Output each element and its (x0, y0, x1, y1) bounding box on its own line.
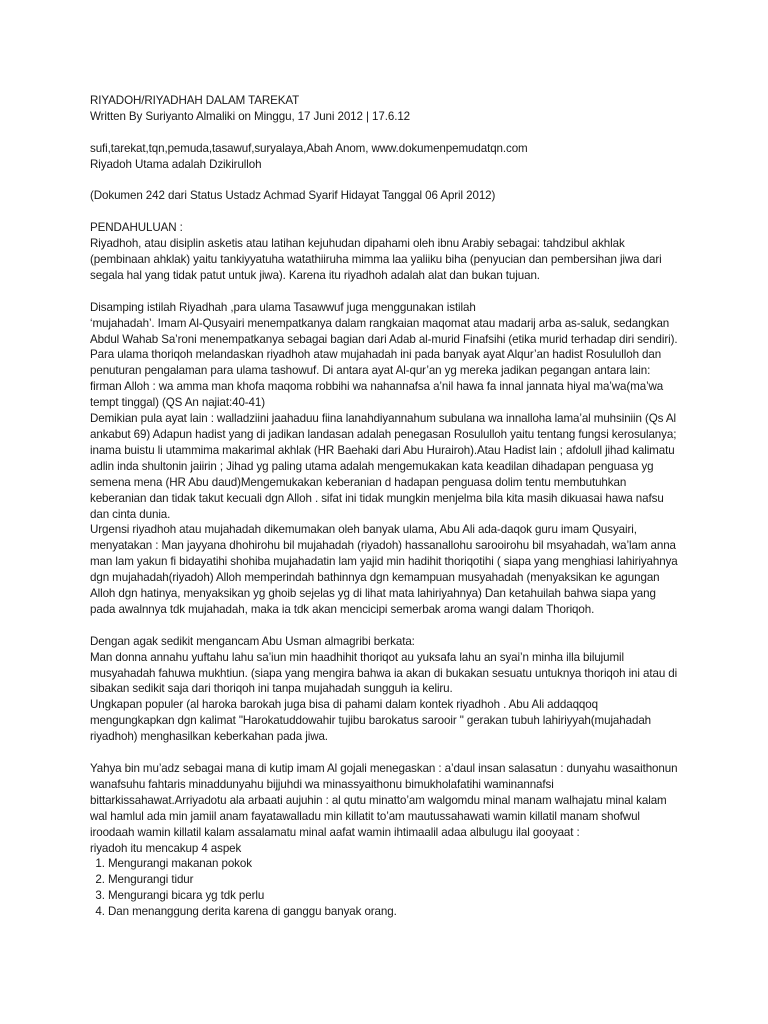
document-tags: sufi,tarekat,tqn,pemuda,tasawuf,suryalaya,Abah Anom, www.dokumenpemudatqn.com (90, 141, 528, 155)
paragraph-demikian: Demikian pula ayat lain : walladziini jaahaduu fiina lanahdiyannahum subulana wa innalloha lama’al muhsiniin (Qs Al ankabut 69) Adapun hadist yang di jadikan landasan adalah penegasan Rosululloh yaitu tentang fungsi kerosulanya; inama buistu li utammima makarimal akhlak (HR Baehaki dari Abu Hurairoh).Atau Hadist lain ; afdolull jihad kalimatu adlin inda shultonin jaiirin ; Jihad yg paling utama adalah mengemukakan kata keadilan dihadapan penguasa yg semena mena (HR Abu daud)Mengemukakan keberanian d hadapan penguasa dolim tentu membutuhkan keberanian dan tidak takut kecuali dgn Alloh . sifat ini tidak mungkin menjelma bila kita masih dikuasai hawa nafsu dan cinta dunia. (90, 412, 677, 521)
spacer (90, 618, 682, 634)
aspect-list (90, 856, 682, 920)
spacer (90, 173, 682, 189)
list-item: 4. Dan menanggung derita karena di ganggu banyak orang. (108, 904, 682, 920)
paragraph-urgensi: Urgensi riyadhoh atau mujahadah dikemumakan oleh banyak ulama, Abu Ali ada-daqok guru imam Qusyairi, menyatakan : Man jayyana dhohirohu bil mujahadah (riyadoh) hassanallohu sarooirohu bil msyahadah, wa’lam anna man lam yakun fi bidayatihi shohiba mujahadatin lam yajid min hadihit thoriqotihi ( siapa yang menghiasi lahiriyahnya dgn mujahadah(riyadoh) Alloh memperindah bathinnya dgn kemampuan musyahadah (menyaksikan ke agungan Alloh dgn hatinya, menyaksikan yg ghoib sejelas yg di lihat mata lahiriyahnya) Dan ketahuilah bahwa siapa yang pada awalnnya tdk mujahadah, maka ia tdk akan mencicipi semerbak aroma wangi dalam Thoriqoh. (90, 523, 678, 616)
paragraph-mujahadah-line-1: Disamping istilah Riyadhah ,para ulama Tasawwuf juga menggunakan istilah (90, 300, 476, 314)
document-title: RIYADOH/RIYADHAH DALAM TAREKAT (90, 94, 300, 107)
document-byline: Written By Suriyanto Almaliki on Minggu, 17 Juni 2012 | 17.6.12 (90, 109, 411, 123)
paragraph-aspek: riyadoh itu mencakup 4 aspek (90, 841, 242, 855)
document-source: (Dokumen 242 dari Status Ustadz Achmad Syarif Hidayat Tanggal 06 April 2012) (90, 189, 496, 203)
paragraph-ungkapan: Ungkapan populer (al haroka barokah juga bisa di pahami dalam kontek riyadhoh . Abu Ali addaqqoq mengungkapkan dgn kalimat "Harokatuddowahir tujibu barokatus sarooir " gerakan tubuh lahiriyyah(mujahadah riyadhoh) menghasilkan keberkahan pada jiwa. (90, 698, 652, 744)
spacer (90, 284, 682, 300)
paragraph-abu-usman: Man donna annahu yuftahu lahu sa’iun min haadhihit thoriqot au yuksafa lahu an syai’n minha illa bilujumil musyahadah fahuwa mukhtiun. (siapa yang mengira bahwa ia akan di bukakan sesuatu untuknya thoriqoh ini atau di sibakan sedikit saja dari thoriqoh ini tanpa mujahadah sungguh ia keliru. (90, 650, 678, 696)
paragraph-yahya: Yahya bin mu’adz sebagai mana di kutip imam Al gojali menegaskan : a’daul insan salasatun : dunyahu wasaithonun wanafsuhu fahtaris minaddunyahu bijjuhdi wa minassyaithonu bimukholafatihi waminannafsi bittarkissahawat.Arriyadotu ala arbaati aujuhin : al qutu minatto’am walgomdu minal manam walhajatu minal kalam wal hamlul ada min jamiil anam fayatawalladu min killatit to’am mautussahawati wamin killatil manam shofwul iroodaah wamin killatil kalam assalamatu minal aafat wamin ihtimaalil adaa albulugu ilal gooyaat : (90, 761, 678, 839)
document-subtitle: Riyadoh Utama adalah Dzikirulloh (90, 157, 262, 171)
paragraph-abu-usman-intro: Dengan agak sedikit mengancam Abu Usman almagribi berkata: (90, 634, 415, 648)
paragraph-mujahadah: ‘mujahadah’. Imam Al-Qusyairi menempatkanya dalam rangkaian maqomat atau madarij arba as-saluk, sedangkan Abdul Wahab Sa’roni menempatkanya sebagai bagian dari Adab al-murid Finafsihi (etika murid terhadap diri sendiri). (90, 316, 678, 346)
list-item: 1. Mengurangi makanan pokok (108, 856, 682, 872)
paragraph-intro: Riyadhoh, atau disiplin asketis atau latihan kejuhudan dipahami oleh ibnu Arabiy sebagai: tahdzibul akhlak (pembinaan ahklak) yaitu tankiyyatuha watathiiruha mimma laa yaliiku biha (penyucian dan pembersihan jiwa dari segala hal yang tidak patut untuk jiwa). Karena itu riyadhoh adalah alat dan bukan tujuan. (90, 237, 662, 282)
list-item: 2. Mengurangi tidur (108, 872, 682, 888)
spacer (90, 745, 682, 761)
paragraph-thoriqoh: Para ulama thoriqoh melandaskan riyadhoh ataw mujahadah ini pada banyak ayat Alqur’an hadist Rosululloh dan penuturan pengalaman para ulama tashowuf. Di antara ayat Al-qur’an yg mereka jadikan pegangan antara lain: firman Alloh : wa amma man khofa maqoma robbihi wa nahannafsa a’nil hawa fa innal jannata hiyal ma’wa(ma’wa tempt tinggal) (QS An najiat:40-41) (90, 348, 664, 410)
heading-pendahuluan: PENDAHULUAN : (90, 221, 183, 235)
spacer (90, 125, 682, 141)
list-item: 3. Mengurangi bicara yg tdk perlu (108, 888, 682, 904)
document-body (90, 93, 682, 920)
spacer (90, 204, 682, 220)
